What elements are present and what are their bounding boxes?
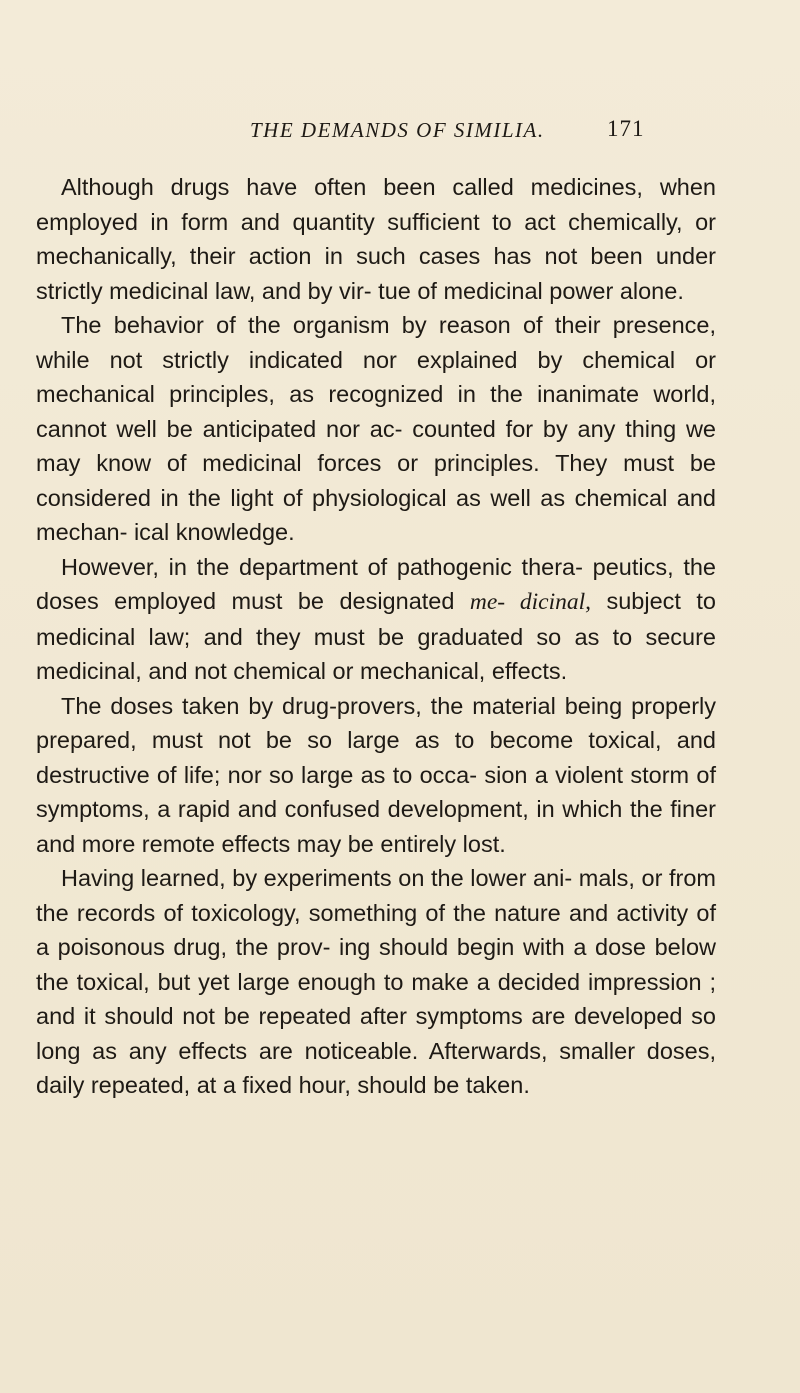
paragraph-2: The behavior of the organism by reason of their presence, while not strictly indicated nor explained by chemical or mechanical principles, as recognized in the inanimate world, cannot well be anticipated nor ac- counted for by any thing we may know of medicinal forces or principles. They must be considered in the light of physiological as well as chemical and mechan- ical knowledge.: [36, 312, 716, 545]
paragraph-3-before: However, in the department of pathogenic thera- peutics, the doses employed must be designated: [36, 553, 716, 614]
paragraph-5: Having learned, by experiments on the lower ani- mals, or from the records of toxicology, something of the nature and activity of a poisonous drug, the prov- ing should begin with a dose below the toxical, but yet large enough to make a decided impression ; and it should not be repeated after symptoms are developed so long as any effects are noticeable. Afterwards, smaller doses, daily repeated, at a fixed hour, should be taken.: [36, 865, 716, 1098]
page-header: [0, 118, 800, 158]
paragraph-3-after: subject to medicinal law; and they must be graduated so as to secure medicinal, and not chemical or mechanical, effects.: [36, 588, 716, 684]
paragraph-1: Although drugs have often been called medicines, when employed in form and quantity sufficient to act chemically, or mechanically, their action in such cases has not been under strictly medicinal law, and by vir- tue of medicinal power alone.: [36, 174, 716, 304]
page-number: 171: [607, 116, 645, 141]
body-text: [36, 170, 716, 1103]
paragraph-3: [36, 550, 716, 689]
emphasized-word: me- dicinal,: [469, 589, 592, 615]
paragraph-4: The doses taken by drug-provers, the material being properly prepared, must not be so large as to become toxical, and destructive of life; nor so large as to occa- sion a violent storm of symptoms, a rapid and confused development, in which the finer and more remote effects may be entirely lost.: [36, 692, 716, 857]
running-title: THE DEMANDS OF SIMILIA.: [250, 118, 545, 142]
